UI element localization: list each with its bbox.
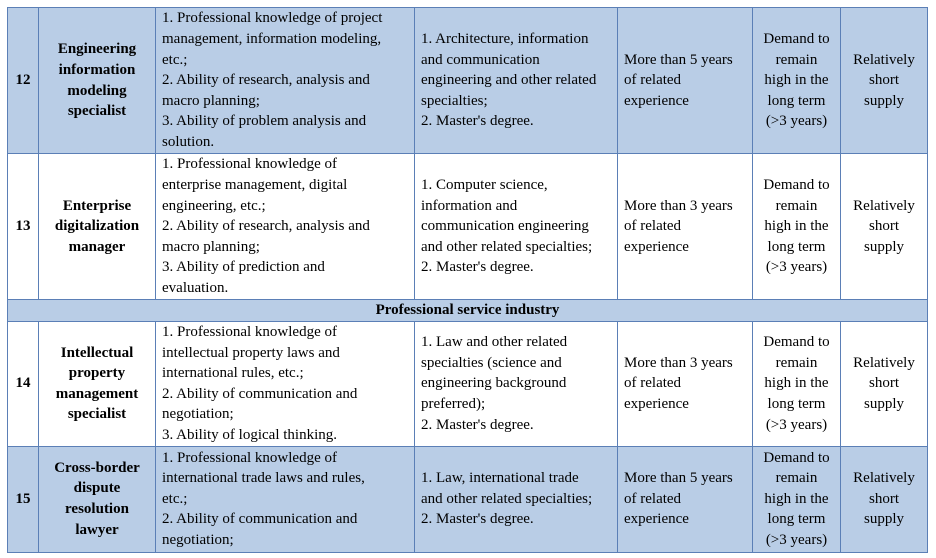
ability-requirements: 1. Professional knowledge of international trade laws and rules, etc.; 2. Ability of communication and negotiation; <box>156 446 415 552</box>
ability-requirements: 1. Professional knowledge of enterprise management, digital engineering, etc.; 2. Ability of research, analysis and macro planning; 3. Ability of prediction and evaluation. <box>156 154 415 300</box>
row-number: 14 <box>8 322 39 447</box>
supply-status: Relatively short supply <box>841 446 928 552</box>
row-number: 15 <box>8 446 39 552</box>
education-requirements: 1. Architecture, information and communication engineering and other related specialties; 2. Master's degree. <box>415 8 618 154</box>
demand-outlook: Demand to remain high in the long term (>3 years) <box>753 446 841 552</box>
education-requirements: 1. Computer science, information and communication engineering and other related specialties; 2. Master's degree. <box>415 154 618 300</box>
occupations-table <box>7 7 928 553</box>
education-requirements: 1. Law, international trade and other related specialties; 2. Master's degree. <box>415 446 618 552</box>
experience-requirements: More than 3 years of related experience <box>618 154 753 300</box>
demand-outlook: Demand to remain high in the long term (>3 years) <box>753 8 841 154</box>
ability-requirements: 1. Professional knowledge of project management, information modeling, etc.; 2. Ability of research, analysis and macro planning; 3. Ability of problem analysis and solution. <box>156 8 415 154</box>
education-requirements: 1. Law and other related specialties (science and engineering background preferred); 2. Master's degree. <box>415 322 618 447</box>
supply-status: Relatively short supply <box>841 154 928 300</box>
occupation-title: Engineering information modeling specialist <box>39 8 156 154</box>
section-heading: Professional service industry <box>8 300 928 322</box>
table-row <box>8 8 928 154</box>
occupation-title: Enterprise digitalization manager <box>39 154 156 300</box>
demand-outlook: Demand to remain high in the long term (>3 years) <box>753 154 841 300</box>
section-row <box>8 300 928 322</box>
demand-outlook: Demand to remain high in the long term (>3 years) <box>753 322 841 447</box>
experience-requirements: More than 5 years of related experience <box>618 8 753 154</box>
occupation-title: Intellectual property management specialist <box>39 322 156 447</box>
supply-status: Relatively short supply <box>841 8 928 154</box>
table-row <box>8 446 928 552</box>
table-row <box>8 322 928 447</box>
ability-requirements: 1. Professional knowledge of intellectual property laws and international rules, etc.; 2. Ability of communication and negotiation; 3. Ability of logical thinking. <box>156 322 415 447</box>
table-row <box>8 154 928 300</box>
row-number: 12 <box>8 8 39 154</box>
supply-status: Relatively short supply <box>841 322 928 447</box>
row-number: 13 <box>8 154 39 300</box>
experience-requirements: More than 5 years of related experience <box>618 446 753 552</box>
occupation-title: Cross-border dispute resolution lawyer <box>39 446 156 552</box>
experience-requirements: More than 3 years of related experience <box>618 322 753 447</box>
